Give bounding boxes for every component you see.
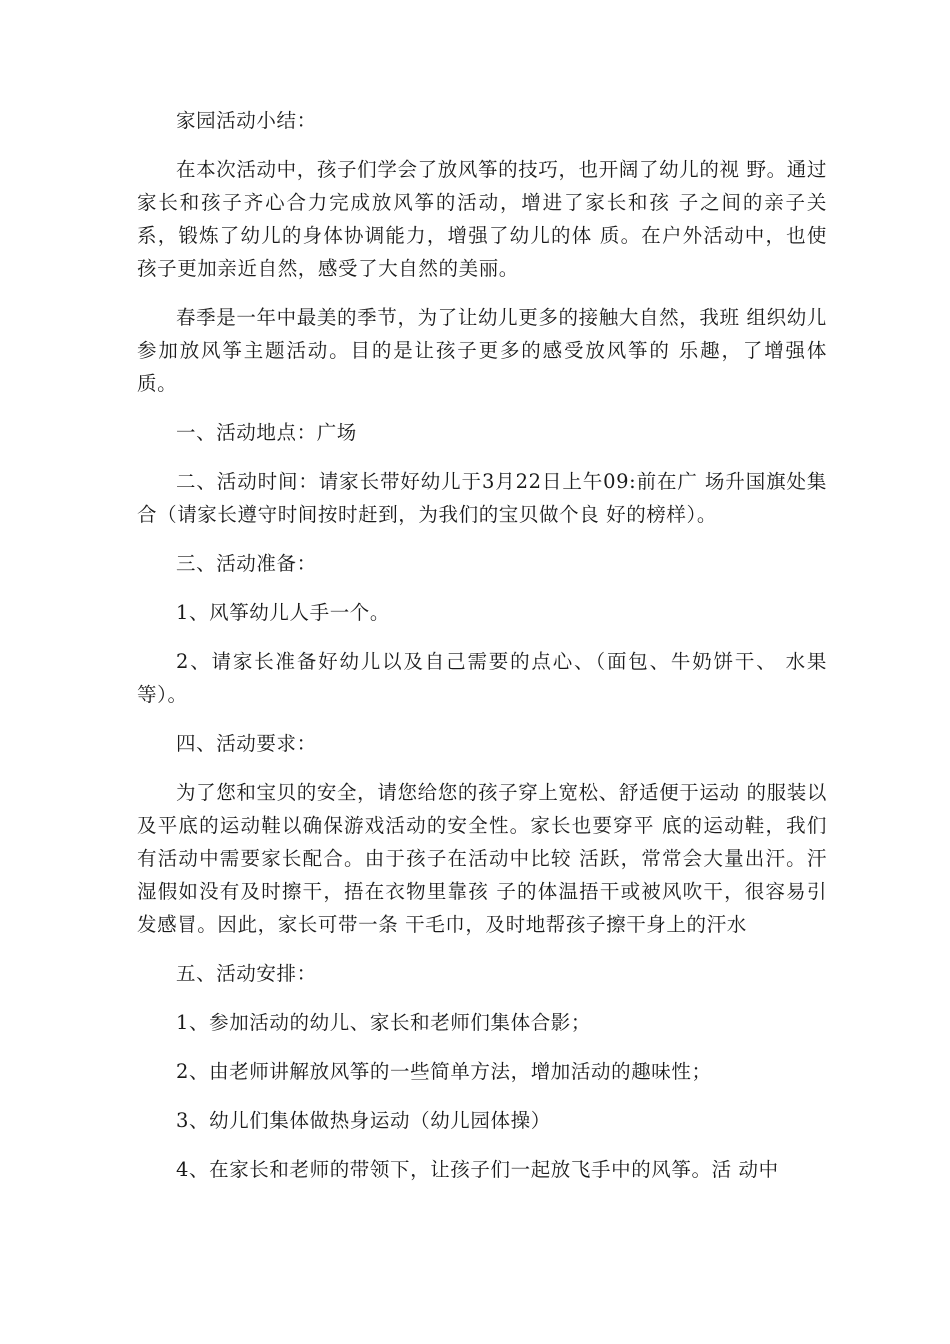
- preparation-item: 1、风筝幼儿人手一个。: [176, 601, 391, 624]
- section-requirements-heading: 四、活动要求：: [176, 732, 317, 755]
- section-time: 二、活动时间：请家长带好幼儿于3月22日上午09:前在广 场升国旗处集合（请家长遵守时间按时赶到，为我们的宝贝做个良 好的榜样）。: [137, 470, 827, 526]
- schedule-item: 2、由老师讲解放风筝的一些简单方法，增加活动的趣味性；: [176, 1060, 712, 1083]
- section-schedule-heading: 五、活动安排：: [176, 962, 317, 985]
- section-preparation-heading: 三、活动准备：: [176, 552, 317, 575]
- section-location: 一、活动地点：广场: [176, 421, 357, 444]
- schedule-item: 3、幼儿们集体做热身运动（幼儿园体操）: [176, 1109, 551, 1132]
- schedule-item: 1、参加活动的幼儿、家长和老师们集体合影；: [176, 1011, 592, 1034]
- requirements-paragraph: 为了您和宝贝的安全，请您给您的孩子穿上宽松、舒适便于运动 的服装以及平底的运动鞋以确保游戏活动的安全性。家长也要穿平 底的运动鞋，我们有活动中需要家长配合。由于孩子在活动中比较 活跃，常常会大量出汗。汗湿假如没有及时擦干，捂在衣物里靠孩 子的体温捂干或被风吹干，很容易引发感冒。因此，家长可带一条 干毛巾，及时地帮孩子擦干身上的汗水: [137, 781, 827, 936]
- summary-paragraph: 在本次活动中，孩子们学会了放风筝的技巧，也开阔了幼儿的视 野。通过家长和孩子齐心合力完成放风筝的活动，增进了家长和孩 子之间的亲子关系，锻炼了幼儿的身体协调能力，增强了幼儿的体 质。在户外活动中，也使孩子更加亲近自然，感受了大自然的美丽。: [137, 158, 827, 280]
- intro-paragraph: 春季是一年中最美的季节，为了让幼儿更多的接触大自然，我班 组织幼儿参加放风筝主题活动。目的是让孩子更多的感受放风筝的 乐趣，了增强体质。: [137, 306, 827, 395]
- summary-heading: 家园活动小结：: [176, 109, 317, 132]
- document-body: [137, 104, 827, 1202]
- preparation-item: 2、请家长准备好幼儿以及自己需要的点心、（面包、牛奶饼干、 水果等）。: [137, 650, 827, 706]
- schedule-item: 4、在家长和老师的带领下，让孩子们一起放飞手中的风筝。活 动中: [176, 1158, 779, 1181]
